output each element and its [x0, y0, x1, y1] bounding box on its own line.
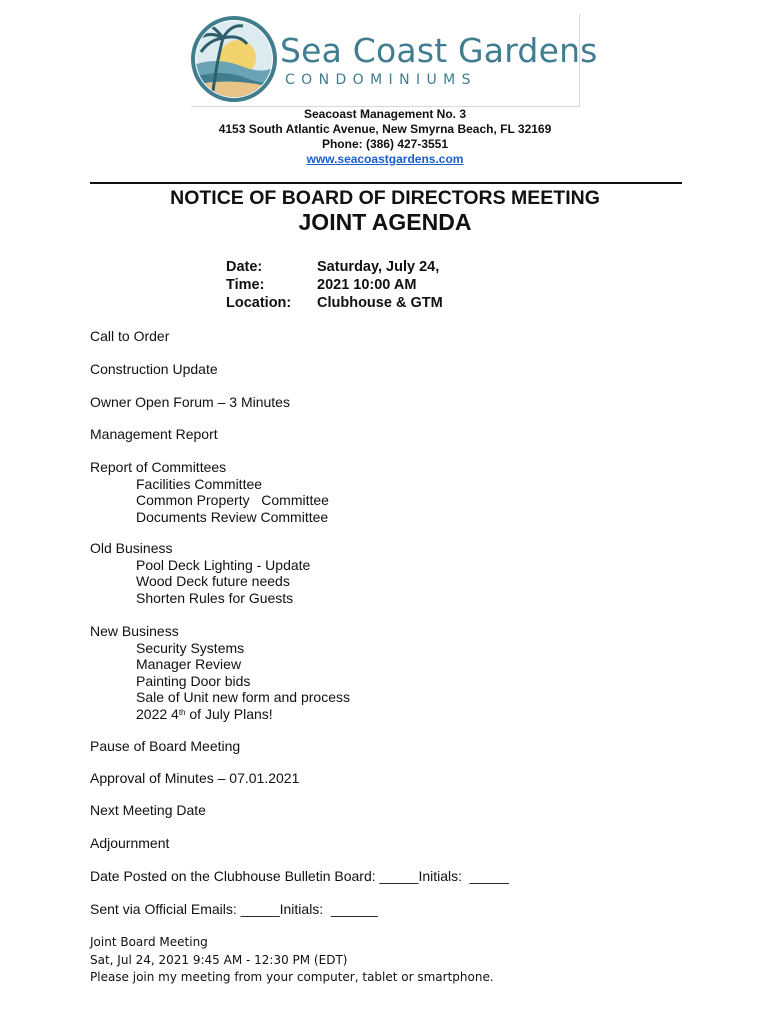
list-item: Wood Deck future needs: [136, 573, 290, 589]
logo-title: Sea Coast Gardens: [280, 31, 598, 70]
agenda-item-adjournment: Adjournment: [90, 835, 170, 851]
company-name: Seacoast Management No. 3: [303, 107, 467, 121]
section-heading: Report of Committees: [90, 459, 227, 475]
company-phone: Phone: (386) 427-3551: [321, 137, 449, 151]
section-heading: New Business: [90, 623, 179, 639]
agenda-section-committees: [90, 459, 329, 525]
meeting-labels: [226, 258, 291, 312]
list-item: Pool Deck Lighting - Update: [136, 556, 311, 573]
company-address: 4153 South Atlantic Avenue, New Smyrna Beach, FL 32169: [218, 122, 552, 136]
logo-subtitle: CONDOMINIUMS: [285, 72, 477, 88]
meeting-values: [317, 258, 443, 312]
july-superscript: th: [178, 707, 186, 717]
footer-line-3: Please join my meeting from your computer, tablet or smartphone.: [90, 970, 494, 984]
website-link[interactable]: www.seacoastgardens.com: [306, 152, 464, 166]
footer-line-1: Joint Board Meeting: [90, 935, 208, 949]
list-item: Shorten Rules for Guests: [136, 589, 294, 606]
time-value: 2021 10:00 AM: [317, 277, 417, 293]
section-heading: Old Business: [90, 540, 173, 556]
header-divider: [90, 182, 682, 184]
date-value: Saturday, July 24,: [317, 259, 440, 275]
logo: [191, 14, 598, 107]
list-item: Manager Review: [136, 656, 242, 672]
agenda-item-call-to-order: Call to Order: [90, 328, 170, 344]
agenda-item-construction: Construction Update: [90, 361, 218, 377]
palm-sunset-logo-icon: [191, 16, 277, 102]
list-item-july-plans: [90, 706, 350, 723]
agenda-item-pause: Pause of Board Meeting: [90, 738, 241, 754]
agenda-item-next-meeting: Next Meeting Date: [90, 802, 206, 818]
location-value: Clubhouse & GTM: [317, 295, 443, 311]
location-label: Location:: [226, 295, 292, 311]
list-item: Sale of Unit new form and process: [136, 689, 350, 705]
list-item: Security Systems: [136, 639, 245, 656]
posted-line: Date Posted on the Clubhouse Bulletin Board: _____Initials: _____: [90, 868, 509, 884]
list-item: Documents Review Committee: [136, 508, 329, 525]
july-suffix: of July Plans!: [185, 705, 273, 722]
list-item: Painting Door bids: [136, 672, 251, 689]
agenda-section-new-business: [90, 623, 350, 722]
agenda-item-management-report: Management Report: [90, 426, 218, 442]
agenda-item-approval: Approval of Minutes – 07.01.2021: [90, 770, 300, 786]
emails-line: Sent via Official Emails: _____Initials: ______: [90, 901, 378, 917]
list-item: Common Property Committee: [136, 492, 329, 508]
agenda-section-old-business: [90, 540, 310, 606]
agenda-title: JOINT AGENDA: [298, 209, 472, 235]
list-item: Facilities Committee: [136, 475, 263, 492]
meeting-footer: [90, 934, 494, 987]
footer-line-2: Sat, Jul 24, 2021 9:45 AM - 12:30 PM (EDT): [90, 952, 348, 967]
agenda-item-owner-forum: Owner Open Forum – 3 Minutes: [90, 394, 290, 410]
date-label: Date:: [226, 259, 263, 275]
july-prefix: 2022 4: [136, 705, 179, 722]
time-label: Time:: [226, 277, 265, 293]
notice-title: NOTICE OF BOARD OF DIRECTORS MEETING: [170, 187, 600, 209]
